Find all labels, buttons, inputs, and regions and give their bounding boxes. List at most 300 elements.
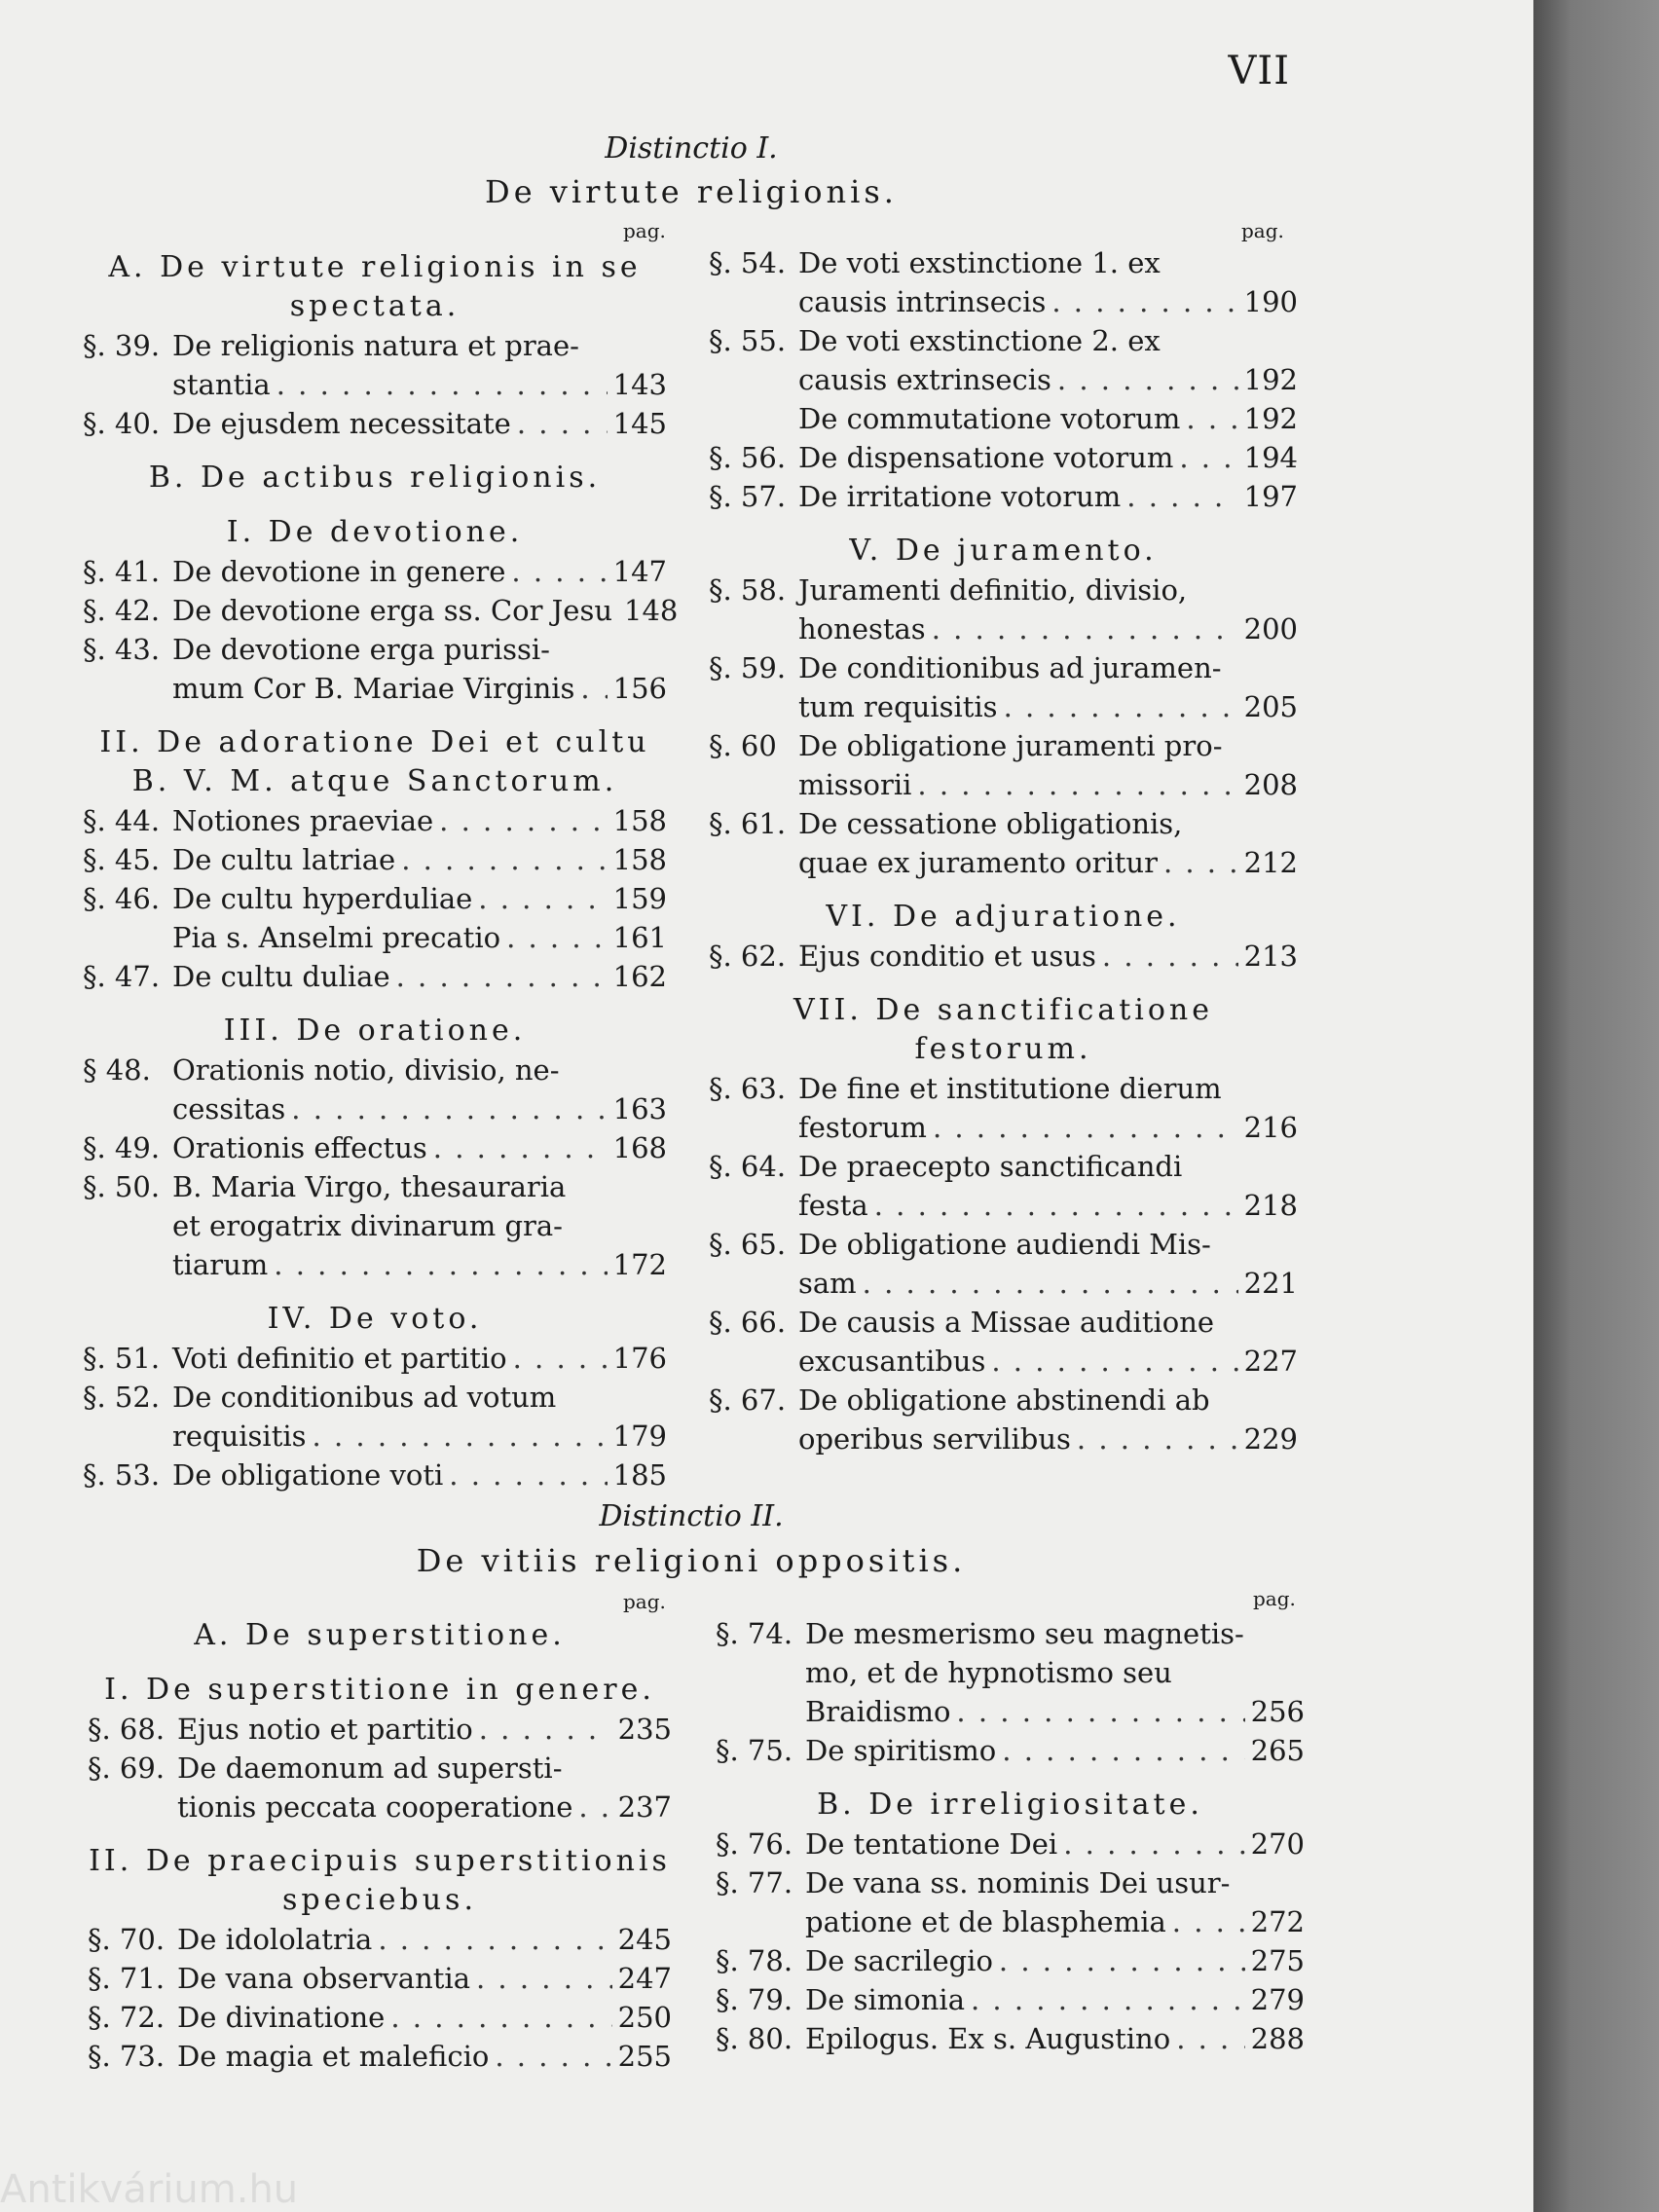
entry-line xyxy=(805,1614,1305,1653)
entry-body xyxy=(177,1920,672,1959)
section-number: §. 50. xyxy=(83,1170,161,1203)
section-number: §. 40. xyxy=(83,407,161,440)
dot-leader xyxy=(1057,360,1238,399)
page-ref: 147 xyxy=(612,555,667,588)
entry-line xyxy=(172,1245,667,1284)
entry-line xyxy=(798,477,1298,516)
dot-leader xyxy=(396,957,608,996)
entry-line xyxy=(177,2037,672,2076)
entry-line xyxy=(177,1920,672,1959)
entry-line xyxy=(798,843,1298,882)
entry-text: festorum xyxy=(798,1111,927,1144)
page-ref: 185 xyxy=(612,1458,667,1492)
entry-text: Ejus notio et partitio xyxy=(177,1713,473,1746)
entry-body xyxy=(798,1069,1298,1147)
dot-leader xyxy=(917,765,1237,804)
entry-text: De magia et maleficio xyxy=(177,2040,490,2073)
entry-line xyxy=(805,1941,1305,1980)
entry-body xyxy=(798,1225,1298,1303)
entry-text: De obligatione voti xyxy=(172,1458,444,1492)
entry-body xyxy=(798,571,1298,648)
toc-entry xyxy=(83,1378,667,1456)
page-ref: 158 xyxy=(612,804,667,837)
entry-text: De ejusdem necessitate xyxy=(172,407,511,440)
section-number: §. 41. xyxy=(83,555,161,588)
entry-line xyxy=(177,1959,672,1998)
entry-text: De praecepto sanctificandi xyxy=(798,1150,1183,1183)
section-number: §. 44. xyxy=(83,804,161,837)
toc-entry xyxy=(716,1980,1305,2019)
entry-line xyxy=(177,1749,672,1788)
entry-body xyxy=(177,1749,672,1826)
page-ref: 163 xyxy=(612,1092,667,1125)
section-gap xyxy=(709,516,1298,532)
page-ref: 162 xyxy=(612,960,667,993)
section-gap xyxy=(88,1655,672,1671)
entry-text: sam xyxy=(798,1267,857,1300)
dot-leader xyxy=(1004,687,1238,726)
entry-line xyxy=(172,1417,667,1456)
section-number: §. 65. xyxy=(709,1228,787,1261)
entry-text: De conditionibus ad juramen- xyxy=(798,651,1222,684)
section-number: §. 52. xyxy=(83,1381,161,1414)
entry-body xyxy=(798,937,1298,976)
toc-entry xyxy=(83,1051,667,1128)
dot-leader xyxy=(932,609,1238,648)
entry-text: De dispensatione votorum xyxy=(798,441,1174,474)
entry-text: tum requisitis xyxy=(798,690,998,723)
section-heading: B. De irreligiositate. xyxy=(817,1788,1203,1822)
toc-entry xyxy=(83,840,667,879)
entry-line xyxy=(798,1381,1298,1419)
entry-line xyxy=(798,399,1298,438)
dot-leader xyxy=(863,1264,1238,1303)
page-ref: 256 xyxy=(1250,1695,1305,1728)
page-ref: 161 xyxy=(612,921,667,954)
section-number: §. 39. xyxy=(83,329,161,362)
toc-entry xyxy=(83,1339,667,1378)
entry-line xyxy=(798,1069,1298,1108)
section-gap xyxy=(83,443,667,459)
entry-body xyxy=(172,801,667,840)
entry-line xyxy=(805,1692,1305,1731)
dot-leader xyxy=(478,879,607,918)
entry-text: missorii xyxy=(798,768,912,801)
entry-line xyxy=(798,1108,1298,1147)
entry-text: De spiritismo xyxy=(805,1734,997,1767)
entry-text: De conditionibus ad votum xyxy=(172,1381,557,1414)
entry-body xyxy=(798,477,1298,516)
toc-entry xyxy=(83,1167,667,1284)
entry-line xyxy=(798,937,1298,976)
entry-line xyxy=(172,591,679,630)
page-ref: 212 xyxy=(1243,846,1298,879)
entry-line xyxy=(798,1186,1298,1225)
dot-leader xyxy=(578,1788,611,1826)
section-heading: III. De oratione. xyxy=(223,1014,527,1048)
entry-body xyxy=(805,1863,1305,1941)
entry-text: De simonia xyxy=(805,1983,965,2016)
entry-line xyxy=(798,282,1298,321)
entry-line xyxy=(798,1303,1298,1342)
dot-leader xyxy=(313,1417,608,1456)
page-ref: 229 xyxy=(1243,1422,1298,1456)
dot-leader xyxy=(991,1342,1237,1381)
section-number: § 48. xyxy=(83,1053,151,1087)
entry-body xyxy=(177,1959,672,1998)
dot-leader xyxy=(971,1980,1245,2019)
section-number: §. 53. xyxy=(83,1458,161,1492)
entry-body xyxy=(805,1614,1305,1731)
entry-text: mo, et de hypnotismo seu xyxy=(805,1656,1172,1689)
entry-text: De cessatione obligationis, xyxy=(798,807,1183,840)
entry-body xyxy=(798,726,1298,804)
entry-body xyxy=(805,2019,1305,2058)
entry-body xyxy=(798,1303,1298,1381)
entry-text: De cultu latriae xyxy=(172,843,396,876)
toc-column-left-2 xyxy=(88,1616,672,2076)
dot-leader xyxy=(439,801,607,840)
entry-text: De cultu hyperduliae xyxy=(172,882,473,915)
section-heading: V. De juramento. xyxy=(849,534,1158,568)
section-number: §. 79. xyxy=(716,1983,793,2016)
page-edge xyxy=(1533,0,1659,2212)
page-ref: 247 xyxy=(617,1962,672,1995)
section-number: §. 62. xyxy=(709,940,787,973)
toc-entry xyxy=(716,1614,1305,1731)
section-number: §. 72. xyxy=(88,2001,166,2034)
entry-body xyxy=(798,648,1298,726)
page-ref: 265 xyxy=(1250,1734,1305,1767)
entry-text: tionis peccata cooperatione xyxy=(177,1790,573,1824)
entry-body xyxy=(172,1128,667,1167)
dot-leader xyxy=(291,1089,607,1128)
entry-text: causis extrinsecis xyxy=(798,363,1051,396)
page-ref: 159 xyxy=(612,882,667,915)
entry-body xyxy=(172,918,667,957)
page-ref: 245 xyxy=(617,1923,672,1956)
distinctio-2-subtitle: De vitiis religioni oppositis. xyxy=(416,1542,967,1579)
entry-text: De idololatria xyxy=(177,1923,373,1956)
toc-entry xyxy=(709,1381,1298,1458)
section-heading: VII. De sanctificatione festorum. xyxy=(793,993,1213,1066)
entry-text: De voti exstinctione 1. ex xyxy=(798,246,1161,279)
page-ref: 145 xyxy=(612,407,667,440)
dot-leader xyxy=(933,1108,1238,1147)
entry-body xyxy=(172,957,667,996)
toc-entry xyxy=(88,1749,672,1826)
toc-entry xyxy=(83,1128,667,1167)
toc-entry xyxy=(83,879,667,918)
entry-text: Notiones praeviae xyxy=(172,804,434,837)
toc-entry xyxy=(709,243,1298,321)
toc-entry xyxy=(709,804,1298,882)
entry-line xyxy=(798,1147,1298,1186)
entry-line xyxy=(172,404,667,443)
entry-line xyxy=(798,648,1298,687)
entry-body xyxy=(177,1998,672,2037)
entry-text: De daemonum ad supersti- xyxy=(177,1751,563,1785)
page-ref: 197 xyxy=(1243,480,1298,513)
entry-body xyxy=(172,1378,667,1456)
toc-entry xyxy=(88,1920,672,1959)
toc-entry xyxy=(88,1998,672,2037)
pag-label-right-2: pag. xyxy=(1253,1587,1296,1610)
entry-text: cessitas xyxy=(172,1092,286,1125)
distinctio-2-title: Distinctio II. xyxy=(599,1499,784,1533)
section-gap xyxy=(83,498,667,513)
entry-text: B. Maria Virgo, thesauraria xyxy=(172,1170,567,1203)
section-number: §. 43. xyxy=(83,633,161,666)
toc-entry xyxy=(709,1225,1298,1303)
entry-line xyxy=(172,1378,667,1417)
entry-line xyxy=(805,2019,1305,2058)
section-heading: A. De superstitione. xyxy=(194,1618,566,1652)
entry-body xyxy=(805,1941,1305,1980)
section-number: §. 70. xyxy=(88,1923,166,1956)
section-gap xyxy=(83,1284,667,1300)
entry-body xyxy=(805,1825,1305,1863)
entry-text: Juramenti definitio, divisio, xyxy=(798,573,1188,607)
entry-text: De irritatione votorum xyxy=(798,480,1122,513)
toc-entry xyxy=(709,1303,1298,1381)
section-gap xyxy=(83,996,667,1012)
entry-line xyxy=(172,879,667,918)
toc-entry xyxy=(83,404,667,443)
pag-label-left: pag. xyxy=(623,219,666,242)
entry-body xyxy=(798,804,1298,882)
entry-text: De causis a Missae auditione xyxy=(798,1306,1215,1339)
page-ref: 205 xyxy=(1243,690,1298,723)
dot-leader xyxy=(874,1186,1238,1225)
dot-leader xyxy=(1077,1419,1238,1458)
section-number: §. 73. xyxy=(88,2040,166,2073)
page-ref: 279 xyxy=(1250,1983,1305,2016)
page-ref: 172 xyxy=(612,1248,667,1281)
entry-text: stantia xyxy=(172,368,271,401)
page-ref: 216 xyxy=(1243,1111,1298,1144)
entry-body xyxy=(172,840,667,879)
section-number: §. 51. xyxy=(83,1342,161,1375)
entry-body xyxy=(805,1731,1305,1770)
page-ref: 237 xyxy=(617,1790,672,1824)
entry-line xyxy=(798,243,1298,282)
page-ref: 192 xyxy=(1243,363,1298,396)
page-ref: 218 xyxy=(1243,1189,1298,1222)
toc-entry xyxy=(709,399,1298,438)
entry-text: De devotione in genere xyxy=(172,555,506,588)
page-ref: 176 xyxy=(612,1342,667,1375)
page-ref: 158 xyxy=(612,843,667,876)
entry-body xyxy=(172,1167,667,1284)
entry-line xyxy=(172,326,667,365)
dot-leader xyxy=(274,1245,607,1284)
entry-line xyxy=(798,1342,1298,1381)
entry-text: Orationis notio, divisio, ne- xyxy=(172,1053,560,1087)
entry-body xyxy=(798,1147,1298,1225)
entry-body xyxy=(172,1339,667,1378)
toc-entry xyxy=(83,918,667,957)
section-number: §. 46. xyxy=(83,882,161,915)
toc-entry xyxy=(709,438,1298,477)
page-ref: 148 xyxy=(624,594,679,627)
entry-text: De commutatione votorum xyxy=(798,402,1181,435)
section-number: §. 67. xyxy=(709,1383,787,1417)
section-number: §. 47. xyxy=(83,960,161,993)
entry-line xyxy=(172,918,667,957)
entry-text: excusantibus xyxy=(798,1345,986,1378)
toc-entry xyxy=(709,1147,1298,1225)
page-ref: 275 xyxy=(1250,1944,1305,1977)
section-gap xyxy=(716,1770,1305,1786)
entry-text: tiarum xyxy=(172,1248,269,1281)
entry-text: De sacrilegio xyxy=(805,1944,993,1977)
entry-text: Voti definitio et partitio xyxy=(172,1342,507,1375)
section-heading: A. De virtute religionis in se spectata. xyxy=(108,250,642,323)
section-number: §. 71. xyxy=(88,1962,166,1995)
toc-entry xyxy=(709,477,1298,516)
section-number: §. 54. xyxy=(709,246,787,279)
section-number: §. 57. xyxy=(709,480,787,513)
entry-line xyxy=(172,1456,667,1494)
distinctio-1-title: Distinctio I. xyxy=(605,131,778,166)
page-ref: 227 xyxy=(1243,1345,1298,1378)
entry-line xyxy=(172,552,667,591)
section-gap xyxy=(709,976,1298,991)
section-number: §. 66. xyxy=(709,1306,787,1339)
dot-leader xyxy=(1063,1825,1244,1863)
entry-body xyxy=(798,321,1298,399)
dot-leader xyxy=(390,1998,611,2037)
section-heading: II. De praecipuis superstitionis speciebus. xyxy=(89,1844,671,1917)
entry-body xyxy=(172,552,667,591)
dot-leader xyxy=(449,1456,607,1494)
section-number: §. 77. xyxy=(716,1866,793,1899)
entry-text: honestas xyxy=(798,612,926,645)
dot-leader xyxy=(999,1941,1245,1980)
toc-entry xyxy=(709,571,1298,648)
entry-line xyxy=(798,609,1298,648)
entry-text: De religionis natura et prae- xyxy=(172,329,579,362)
page-ref: 213 xyxy=(1243,940,1298,973)
section-number: §. 61. xyxy=(709,807,787,840)
page-ref: 143 xyxy=(612,368,667,401)
entry-line xyxy=(177,1788,672,1826)
entry-text: De devotione erga ss. Cor Jesu xyxy=(172,594,613,627)
toc-column-right-2 xyxy=(716,1614,1305,2058)
section-number xyxy=(83,918,172,957)
dot-leader xyxy=(1051,282,1237,321)
section-number: §. 64. xyxy=(709,1150,787,1183)
entry-line xyxy=(172,801,667,840)
entry-text: De tentatione Dei xyxy=(805,1827,1058,1861)
entry-text: Orationis effectus xyxy=(172,1131,427,1164)
entry-line xyxy=(177,1710,672,1749)
entry-text: Braidismo xyxy=(805,1695,951,1728)
entry-body xyxy=(798,1381,1298,1458)
toc-entry xyxy=(716,1863,1305,1941)
toc-column-right xyxy=(709,243,1298,1458)
page-ref: 270 xyxy=(1250,1827,1305,1861)
entry-text: De voti exstinctione 2. ex xyxy=(798,324,1161,357)
dot-leader xyxy=(1172,1902,1245,1941)
entry-text: et erogatrix divinarum gra- xyxy=(172,1209,563,1242)
entry-line xyxy=(172,669,667,708)
entry-text: De divinatione xyxy=(177,2001,386,2034)
pag-label-right: pag. xyxy=(1241,219,1284,242)
entry-line xyxy=(798,571,1298,609)
section-number: §. 49. xyxy=(83,1131,161,1164)
section-heading: II. De adoratione Dei et cultu B. V. M. atque Sanctorum. xyxy=(99,725,650,798)
entry-line xyxy=(798,1264,1298,1303)
toc-entry xyxy=(88,2037,672,2076)
entry-text: causis intrinsecis xyxy=(798,285,1047,318)
entry-text: De obligatione audiendi Mis- xyxy=(798,1228,1211,1261)
entry-text: requisitis xyxy=(172,1419,307,1453)
toc-entry xyxy=(83,552,667,591)
toc-entry xyxy=(709,726,1298,804)
section-gap xyxy=(709,882,1298,898)
section-number: §. 69. xyxy=(88,1751,166,1785)
dot-leader xyxy=(580,669,607,708)
dot-leader xyxy=(495,2037,611,2076)
toc-entry xyxy=(88,1710,672,1749)
dot-leader xyxy=(1186,399,1237,438)
page-ref: 200 xyxy=(1243,612,1298,645)
entry-line xyxy=(172,1339,667,1378)
entry-line xyxy=(805,1980,1305,2019)
entry-body xyxy=(172,326,667,404)
entry-line xyxy=(798,726,1298,765)
section-number: §. 60 xyxy=(709,729,777,762)
page-ref: 255 xyxy=(617,2040,672,2073)
entry-body xyxy=(172,879,667,918)
entry-body xyxy=(172,1051,667,1128)
section-number xyxy=(709,399,798,438)
entry-text: mum Cor B. Mariae Virginis xyxy=(172,672,575,705)
watermark: Antikvárium.hu xyxy=(0,2167,299,2212)
section-number: §. 55. xyxy=(709,324,787,357)
page-ref: 235 xyxy=(617,1713,672,1746)
entry-line xyxy=(798,438,1298,477)
section-number: §. 56. xyxy=(709,441,787,474)
entry-line xyxy=(172,1167,667,1206)
entry-body xyxy=(798,243,1298,321)
entry-line xyxy=(805,1902,1305,1941)
section-number: §. 78. xyxy=(716,1944,793,1977)
toc-column-left xyxy=(83,248,679,1494)
entry-line xyxy=(798,321,1298,360)
dot-leader xyxy=(476,1959,612,1998)
section-number: §. 58. xyxy=(709,573,787,607)
distinctio-1-subtitle: De virtute religionis. xyxy=(485,173,898,210)
entry-line xyxy=(172,1206,667,1245)
page-ref: 250 xyxy=(617,2001,672,2034)
entry-text: Epilogus. Ex s. Augustino xyxy=(805,2022,1171,2055)
section-number: §. 63. xyxy=(709,1072,787,1105)
page-ref: 288 xyxy=(1250,2022,1305,2055)
dot-leader xyxy=(401,840,607,879)
entry-line xyxy=(172,630,667,669)
entry-text: De cultu duliae xyxy=(172,960,390,993)
section-heading: I. De devotione. xyxy=(226,515,524,549)
section-number: §. 74. xyxy=(716,1617,793,1650)
dot-leader xyxy=(1176,2019,1244,2058)
pag-label-left-2: pag. xyxy=(623,1590,666,1613)
page-ref: 156 xyxy=(612,672,667,705)
entry-body xyxy=(177,2037,672,2076)
toc-entry xyxy=(83,1456,667,1494)
